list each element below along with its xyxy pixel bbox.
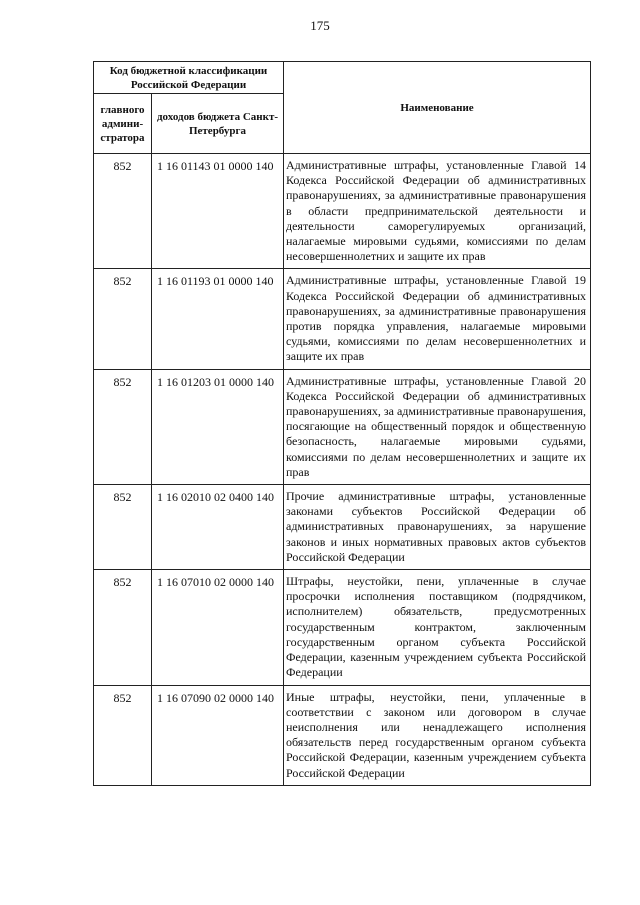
revenue-name: Штрафы, неустойки, пени, уплаченные в случае просрочки исполнения поставщиком (подрядчиком, исполнителем) обязательств, предусмотренных государственным контрактом, заключенным государственным органом субъекта Российской Федерации, казенным учреждением субъекта Российской Федерации	[284, 570, 591, 685]
revenue-name: Прочие административные штрафы, установленные законами субъектов Российской Федерации об административных правонарушениях, за нарушение законов и иных нормативных правовых актов субъектов Российской Федерации	[284, 485, 591, 570]
revenue-code: 1 16 07010 02 0000 140	[152, 570, 284, 685]
page-number: 175	[310, 18, 330, 33]
revenue-code: 1 16 01193 01 0000 140	[152, 269, 284, 369]
header-spb-revenue: доходов бюджета Санкт-Петербурга	[152, 94, 284, 154]
table-row	[94, 685, 591, 785]
revenue-name: Административные штрафы, установленные Главой 20 Кодекса Российской Федерации об административных правонарушениях, за административные правонарушения, посягающие на общественный порядок и общественную безопасность, налагаемые мировыми судьями, комиссиями по делам несовершеннолетних и защите их прав	[284, 369, 591, 484]
revenue-code: 1 16 02010 02 0400 140	[152, 485, 284, 570]
administrator-code: 852	[94, 154, 152, 269]
header-name: Наименование	[284, 62, 591, 154]
revenue-code: 1 16 01143 01 0000 140	[152, 154, 284, 269]
revenue-code: 1 16 07090 02 0000 140	[152, 685, 284, 785]
administrator-code: 852	[94, 485, 152, 570]
table-row	[94, 485, 591, 570]
administrator-code: 852	[94, 685, 152, 785]
revenue-name: Административные штрафы, установленные Главой 19 Кодекса Российской Федерации об административных правонарушениях, за административные правонарушения против порядка управления, налагаемые мировыми судьями, комиссиями по делам несовершеннолетних и защите их прав	[284, 269, 591, 369]
table-row	[94, 570, 591, 685]
administrator-code: 852	[94, 369, 152, 484]
revenue-name: Иные штрафы, неустойки, пени, уплаченные в соответствии с законом или договором в случае неисполнения или ненадлежащего исполнения обязательств перед государственным органом субъекта Российской Федерации, казенным учреждением субъекта Российской Федерации	[284, 685, 591, 785]
budget-classification-table	[93, 61, 591, 786]
header-budget-code: Код бюджетной классификации Российской Федерации	[94, 62, 284, 94]
administrator-code: 852	[94, 269, 152, 369]
table-row	[94, 269, 591, 369]
table-row	[94, 369, 591, 484]
revenue-name: Административные штрафы, установленные Главой 14 Кодекса Российской Федерации об административных правонарушениях, за административные правонарушения в области предпринимательской деятельности и деятельности саморегулируемых организаций, налагаемые мировыми судьями, комиссиями по делам несовершеннолетних и защите их прав	[284, 154, 591, 269]
revenue-code: 1 16 01203 01 0000 140	[152, 369, 284, 484]
header-main-administrator: главного админи-стратора	[94, 94, 152, 154]
administrator-code: 852	[94, 570, 152, 685]
table-row	[94, 154, 591, 269]
